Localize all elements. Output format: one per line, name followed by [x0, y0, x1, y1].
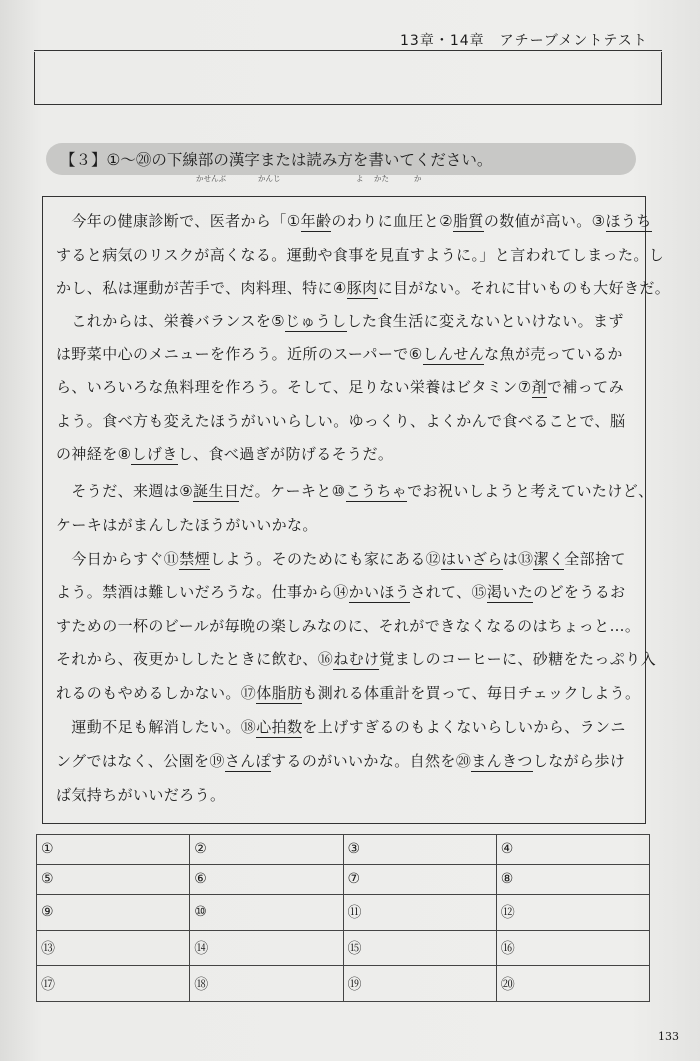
answer-cell[interactable]: ⑳: [496, 966, 649, 1002]
underlined-target: 剤: [531, 378, 547, 396]
underlined-target: しんせん: [422, 345, 485, 363]
answer-cell[interactable]: ②: [190, 835, 343, 865]
answer-cell[interactable]: ⑩: [190, 894, 343, 930]
title-furigana: よ: [356, 174, 364, 183]
answer-cell[interactable]: ③: [343, 835, 496, 865]
answer-cell[interactable]: ⑤: [37, 864, 190, 894]
answer-cell[interactable]: ⑨: [37, 894, 190, 930]
answer-row: [37, 864, 650, 894]
title-furigana: か: [414, 174, 422, 183]
underlined-target: 豚肉: [346, 279, 378, 297]
underlined-target: かいほう: [348, 583, 411, 601]
passage-line: 今日からすぐ⑪禁煙しよう。そのためにも家にある⑫はいざらは⑬潔く全部捨て: [56, 550, 626, 568]
passage-line: ら、いろいろな魚料理を作ろう。そして、足りない栄養はビタミン⑦剤で補ってみ: [56, 378, 624, 396]
underlined-target: 潔く: [533, 550, 565, 568]
passage-line: これからは、栄養バランスを⑤じゅうしした食生活に変えないといけない。まず: [56, 312, 624, 330]
section-title: 【３】①～⑳の下線部の漢字または読み方を書いてください。: [60, 151, 493, 169]
title-furigana: かた: [374, 174, 389, 183]
answer-cell[interactable]: ⑥: [190, 864, 343, 894]
answer-cell[interactable]: ⑯: [496, 930, 649, 966]
passage-line: それから、夜更かししたときに飲む、⑯ねむけ覚ましのコーヒーに、砂糖をたっぷり入: [56, 650, 657, 668]
underlined-target: こうちゃ: [345, 482, 408, 500]
answer-cell[interactable]: ④: [496, 835, 649, 865]
underlined-target: 誕生日: [193, 482, 240, 500]
underlined-target: 体脂肪: [256, 684, 303, 702]
underlined-target: 脂質: [453, 212, 484, 230]
page-number: 133: [658, 1030, 679, 1043]
underlined-target: まんきつ: [471, 752, 533, 770]
answer-cell[interactable]: ⑫: [496, 894, 649, 930]
passage-line: 今年の健康診断で、医者から「①年齢のわりに血圧と②脂質の数値が高い。③ほうち: [56, 212, 652, 230]
answer-grid: [36, 834, 650, 1002]
underlined-target: 渇いた: [486, 583, 534, 601]
underlined-target: はいざら: [441, 550, 503, 568]
answer-cell[interactable]: ⑬: [37, 930, 190, 966]
answer-cell[interactable]: ⑦: [343, 864, 496, 894]
underlined-target: ほうち: [605, 212, 652, 230]
header-rule: [34, 50, 662, 51]
answer-cell[interactable]: ①: [37, 835, 190, 865]
passage-line: ングではなく、公園を⑲さんぽするのがいいかな。自然を⑳まんきつしながら歩け: [56, 752, 626, 770]
answer-cell[interactable]: ⑧: [496, 864, 649, 894]
answer-cell[interactable]: ⑰: [37, 966, 190, 1002]
chapter-header: 13章・14章 アチーブメントテスト: [400, 33, 648, 49]
passage-line: 運動不足も解消したい。⑱心拍数を上げすぎるのもよくないらしいから、ランニ: [56, 718, 626, 736]
underlined-target: ねむけ: [333, 650, 380, 668]
passage-line: よう。食べ方も変えたほうがいいらしい。ゆっくり、よくかんで食べることで、脳: [56, 412, 626, 430]
title-furigana: かせんぶ: [196, 174, 226, 183]
passage-line: は野菜中心のメニューを作ろう。近所のスーパーで⑥しんせんな魚が売っているか: [56, 345, 623, 363]
underlined-target: しげき: [131, 445, 178, 463]
answer-cell[interactable]: ⑭: [190, 930, 343, 966]
answer-cell[interactable]: ⑱: [190, 966, 343, 1002]
title-furigana: かんじ: [258, 174, 281, 183]
underlined-target: じゅうし: [285, 312, 347, 330]
answer-row: [37, 930, 650, 966]
passage-line: そうだ、来週は⑨誕生日だ。ケーキと⑩こうちゃでお祝いしようと考えていたけど、: [56, 482, 654, 500]
passage-line: れるのもやめるしかない。⑰体脂肪も測れる体重計を買って、毎日チェックしよう。: [56, 684, 641, 702]
passage-line: すための一杯のビールが毎晩の楽しみなのに、それができなくなるのはちょっと…。: [56, 617, 641, 635]
passage-line: ば気持ちがいいだろう。: [56, 786, 226, 804]
answer-row: [37, 966, 650, 1002]
passage-line: の神経を⑧しげきし、食べ過ぎが防げるそうだ。: [56, 445, 394, 463]
answer-cell[interactable]: ⑮: [343, 930, 496, 966]
name-box[interactable]: [34, 52, 662, 105]
passage-line: よう。禁酒は難しいだろうな。仕事から⑭かいほうされて、⑮渇いたのどをうるお: [56, 583, 626, 601]
underlined-target: 禁煙: [179, 550, 211, 568]
underlined-target: 心拍数: [256, 718, 303, 736]
passage-line: かし、私は運動が苦手で、肉料理、特に④豚肉に目がない。それに甘いものも大好きだ。: [56, 279, 671, 297]
answer-cell[interactable]: ⑲: [343, 966, 496, 1002]
passage-line: すると病気のリスクが高くなる。運動や食事を見直すように。」と言われてしまった。し: [56, 246, 665, 264]
passage-line: ケーキはがまんしたほうがいいかな。: [56, 516, 318, 534]
answer-row: [37, 894, 650, 930]
underlined-target: 年齢: [300, 212, 332, 230]
answer-cell[interactable]: ⑪: [343, 894, 496, 930]
answer-row: [37, 835, 650, 865]
underlined-target: さんぽ: [224, 752, 272, 770]
